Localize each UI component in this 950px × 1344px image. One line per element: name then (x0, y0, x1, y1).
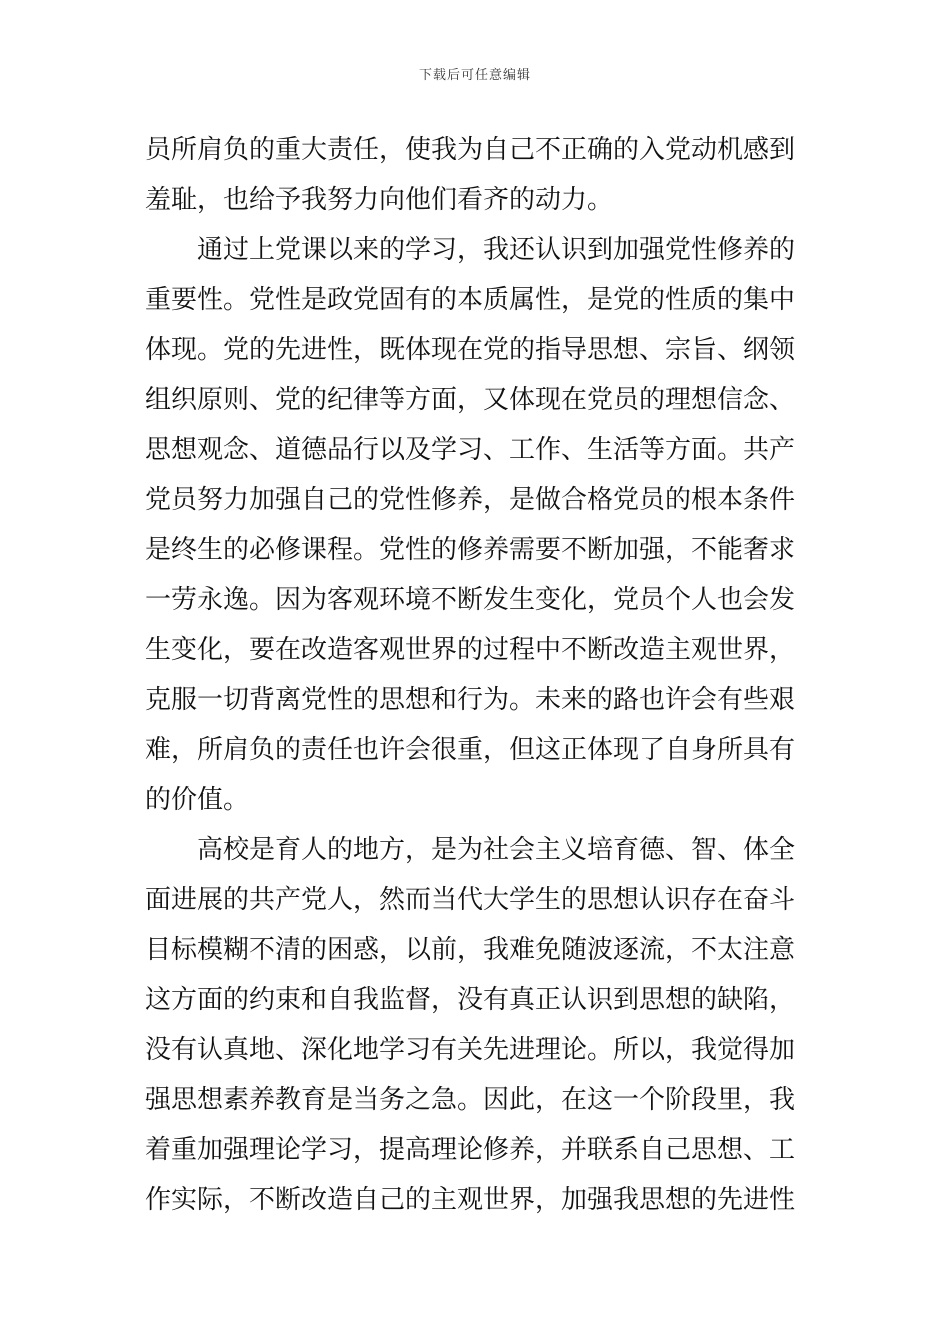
text-line: 党员努力加强自己的党性修养，是做合格党员的根本条件 (145, 485, 796, 515)
text-line: 重要性。党性是政党固有的本质属性，是党的性质的集中 (145, 285, 796, 315)
text-line: 面进展的共产党人，然而当代大学生的思想认识存在奋斗 (145, 885, 796, 915)
text-line: 强思想素养教育是当务之急。因此，在这一个阶段里，我 (145, 1085, 796, 1115)
text-line: 生变化，要在改造客观世界的过程中不断改造主观世界， (145, 635, 796, 665)
text-line: 思想观念、道德品行以及学习、工作、生活等方面。共产 (145, 435, 796, 465)
text-line: 是终生的必修课程。党性的修养需要不断加强，不能奢求 (145, 535, 796, 565)
page-header: 下载后可任意编辑 (418, 68, 531, 83)
text-line: 高校是育人的地方，是为社会主义培育德、智、体全 (145, 835, 796, 865)
text-line: 通过上党课以来的学习，我还认识到加强党性修养的 (145, 235, 796, 265)
text-line: 这方面的约束和自我监督，没有真正认识到思想的缺陷， (145, 985, 796, 1015)
text-line: 作实际，不断改造自己的主观世界，加强我思想的先进性 (145, 1185, 796, 1215)
text-line: 体现。党的先进性，既体现在党的指导思想、宗旨、纲领 (145, 335, 796, 365)
text-line: 难，所肩负的责任也许会很重，但这正体现了自身所具有 (145, 735, 796, 765)
text-line: 一劳永逸。因为客观环境不断发生变化，党员个人也会发 (145, 585, 796, 615)
text-line: 组织原则、党的纪律等方面，又体现在党员的理想信念、 (145, 385, 796, 415)
text-line: 没有认真地、深化地学习有关先进理论。所以，我觉得加 (145, 1035, 796, 1065)
text-line: 目标模糊不清的困惑，以前，我难免随波逐流，不太注意 (145, 935, 796, 965)
text-line: 的价值。 (145, 785, 250, 815)
text-line: 克服一切背离党性的思想和行为。未来的路也许会有些艰 (145, 685, 796, 715)
text-line: 羞耻，也给予我努力向他们看齐的动力。 (145, 185, 614, 215)
text-line: 着重加强理论学习，提高理论修养，并联系自己思想、工 (145, 1135, 796, 1165)
text-line: 员所肩负的重大责任，使我为自己不正确的入党动机感到 (145, 135, 796, 165)
